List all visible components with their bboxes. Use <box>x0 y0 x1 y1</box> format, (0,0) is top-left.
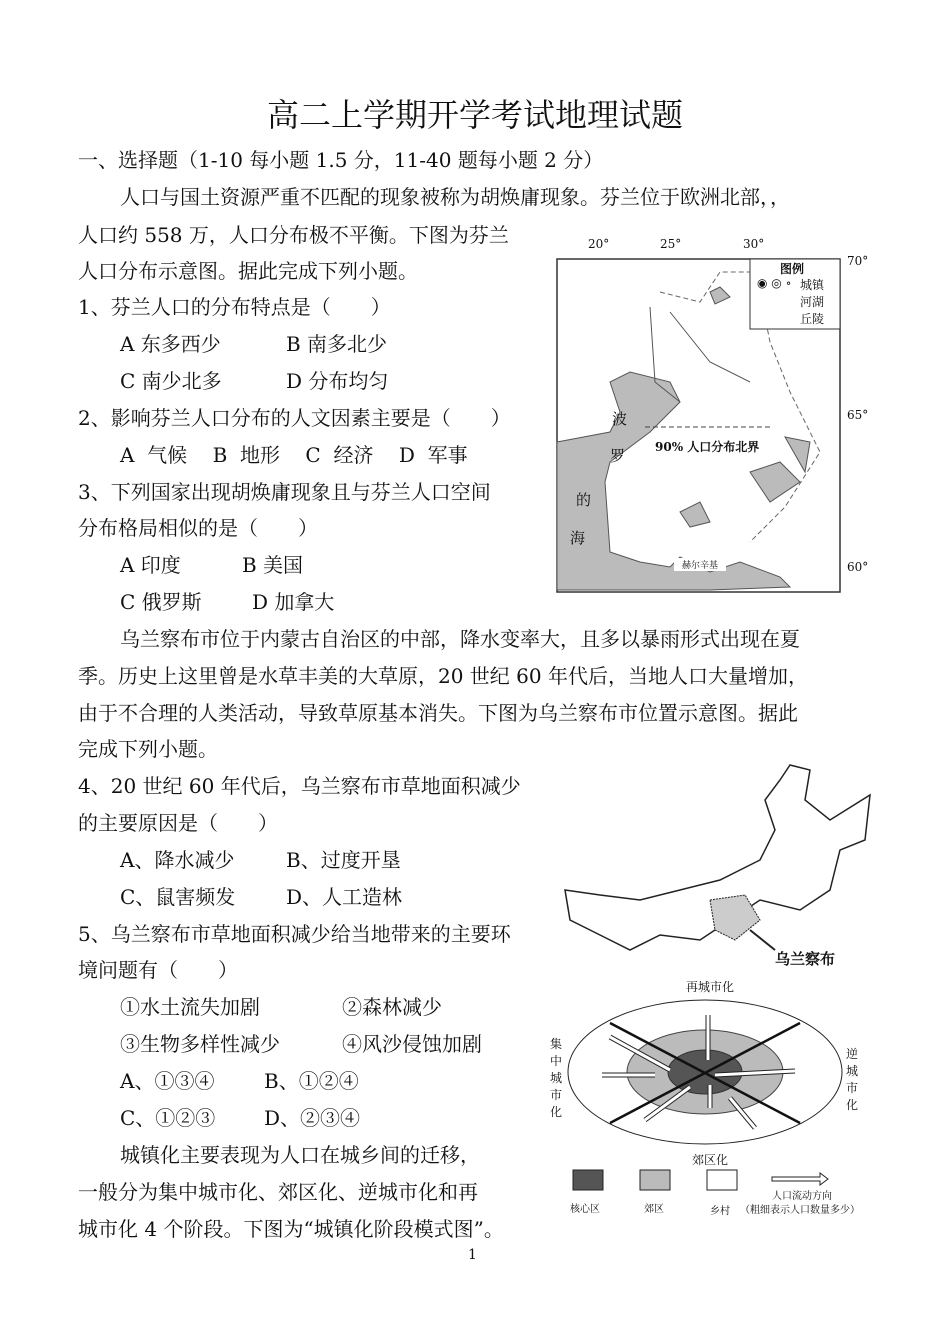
item: ②森林减少 <box>342 995 442 1019</box>
lon-label: 30° <box>743 237 765 251</box>
sea-label: 海 <box>570 529 586 547</box>
option: C、鼠害频发 <box>120 885 236 909</box>
option: B 南多北少 <box>286 332 388 356</box>
legend-suburb: 郊区 <box>644 1204 664 1215</box>
passage-3: 城镇化主要表现为人口在城乡间的迁移， <box>120 1143 480 1167</box>
lon-label: 25° <box>660 237 682 251</box>
options: A 气候 B 地形 C 经济 D 军事 <box>120 443 468 467</box>
sea-label: 的 <box>576 491 592 509</box>
town-icon: ◉ ◎ ∘ <box>757 276 792 290</box>
option: D 分布均匀 <box>286 369 389 393</box>
option: A 东多西少 <box>120 332 221 356</box>
item: ③生物多样性减少 <box>120 1032 280 1056</box>
option: C 俄罗斯 <box>120 590 202 614</box>
passage-3: 城市化 4 个阶段。下图为“城镇化阶段模式图”。 <box>78 1217 504 1241</box>
option: B 美国 <box>242 553 304 577</box>
stage-label-bottom: 郊区化 <box>692 1153 729 1167</box>
passage-2: 季。历史上这里曾是水草丰美的大草原，20 世纪 60 年代后，当地人口大量增加， <box>78 664 808 688</box>
option: A、降水减少 <box>120 848 235 872</box>
item: ④风沙侵蚀加剧 <box>342 1032 482 1056</box>
passage-1: 人口分布示意图。据此完成下列小题。 <box>78 259 418 283</box>
passage-2: 乌兰察布市位于内蒙古自治区的中部，降水变率大，且多以暴雨形式出现在夏 <box>120 627 800 651</box>
passage-2: 由于不合理的人类活动，导致草原基本消失。下图为乌兰察布市位置示意图。据此 <box>78 701 798 725</box>
question-2: 2、影响芬兰人口分布的人文因素主要是（ ） <box>78 406 511 430</box>
option: C、①②③ <box>120 1106 216 1130</box>
sea-label: 罗 <box>610 447 626 465</box>
legend-lake: 河湖 <box>800 295 825 309</box>
stage-label-left: 集中城市化 <box>550 1037 563 1119</box>
legend-arrow: 人口流动方向 <box>772 1191 832 1202</box>
legend-town: 城镇 <box>800 278 825 292</box>
option: B、①②④ <box>264 1069 359 1093</box>
capital-label: 赫尔辛基 <box>674 558 726 571</box>
ulanqab-label: 乌兰察布 <box>775 950 836 968</box>
lat-label: 65° <box>847 408 869 422</box>
passage-1: 人口与国土资源严重不匹配的现象被称为胡焕庸现象。芬兰位于欧洲北部，， <box>120 185 790 209</box>
lat-label: 70° <box>847 254 869 268</box>
finland-population-map <box>550 232 880 597</box>
urbanization-diagram <box>540 975 880 1225</box>
stage-label-top: 再城市化 <box>686 980 735 994</box>
question-3: 分布格局相似的是（ ） <box>78 516 318 540</box>
boundary-label: 90% 人口分布北界 <box>655 440 760 454</box>
option: C 南少北多 <box>120 369 222 393</box>
question-5: 境问题有（ ） <box>78 958 238 982</box>
sea-label: 波 <box>612 410 628 428</box>
passage-3: 一般分为集中城市化、郊区化、逆城市化和再 <box>78 1180 478 1204</box>
inner-mongolia-map <box>560 760 880 980</box>
legend-arrow-note: （粗细表示人口数量多少） <box>740 1205 860 1216</box>
lon-label: 20° <box>588 237 610 251</box>
option: D、人工造林 <box>286 885 403 909</box>
passage-2: 完成下列小题。 <box>78 737 218 761</box>
question-5: 5、乌兰察布市草地面积减少给当地带来的主要环 <box>78 922 511 946</box>
lat-label: 60° <box>847 560 869 574</box>
option: A 印度 <box>120 553 181 577</box>
stage-label-right: 逆城市化 <box>846 1047 859 1112</box>
question-4: 的主要原因是（ ） <box>78 811 278 835</box>
question-3: 3、下列国家出现胡焕庸现象且与芬兰人口空间 <box>78 480 491 504</box>
page-number: 1 <box>468 1247 477 1263</box>
option: D 加拿大 <box>252 590 335 614</box>
option: B、过度开垦 <box>286 848 401 872</box>
legend-hill: 丘陵 <box>800 312 825 326</box>
option: D、②③④ <box>264 1106 361 1130</box>
legend-rural: 乡村 <box>710 1206 730 1217</box>
item: ①水土流失加剧 <box>120 995 260 1019</box>
page-title: 高二上学期开学考试地理试题 <box>266 96 683 134</box>
question-1: 1、芬兰人口的分布特点是（ ） <box>78 295 391 319</box>
section-heading: 一、选择题（1-10 每小题 1.5 分，11-40 题每小题 2 分） <box>78 148 604 172</box>
passage-1: 人口约 558 万，人口分布极不平衡。下图为芬兰 <box>78 223 509 247</box>
legend-core: 核心区 <box>570 1204 600 1215</box>
option: A、①③④ <box>120 1069 215 1093</box>
legend-title: 图例 <box>780 262 805 276</box>
question-4: 4、20 世纪 60 年代后，乌兰察布市草地面积减少 <box>78 774 521 798</box>
